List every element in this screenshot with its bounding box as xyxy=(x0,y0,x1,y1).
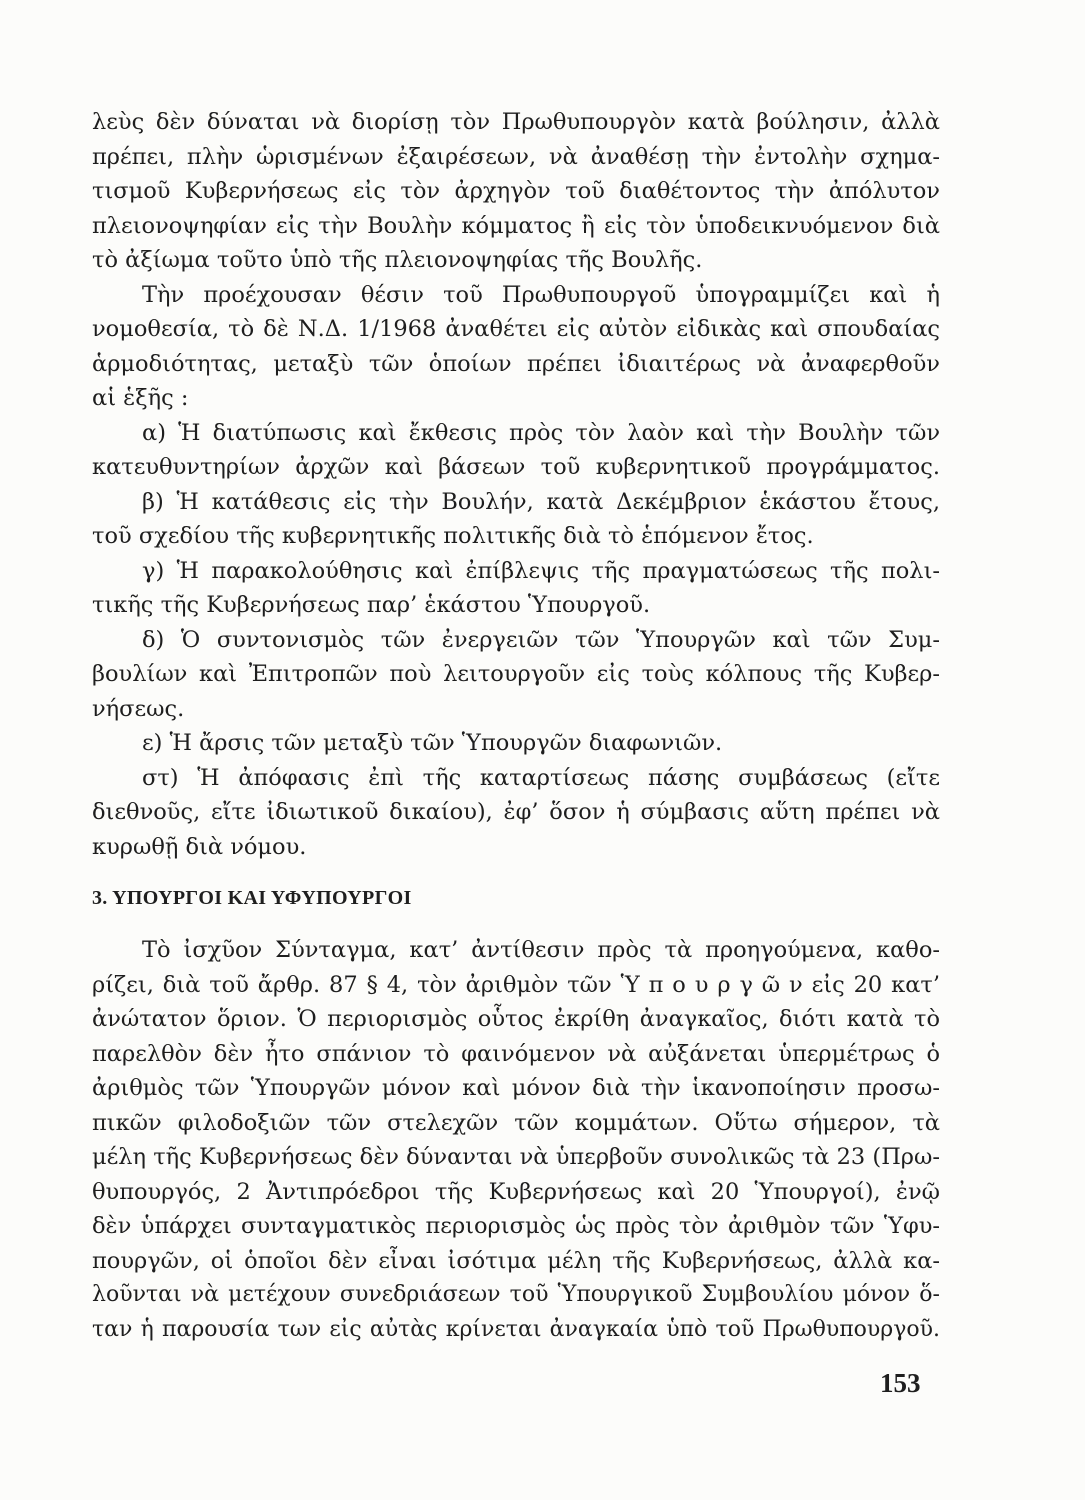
text-line: παρελθὸν δὲν ἦτο σπάνιον τὸ φαινόμενον νὰ αὐξάνεται ὑπερμέτρως ὁ xyxy=(92,1040,940,1067)
text-line: πλειονοψηφίαν εἰς τὴν Βουλὴν κόμματος ἢ εἰς τὸν ὑποδεικνυόμενον διὰ xyxy=(92,212,940,239)
body-text-section-2 xyxy=(92,933,940,1347)
text-line: βουλίων καὶ Ἐπιτροπῶν ποὺ λειτουργοῦν εἰς τοὺς κόλπους τῆς Κυβερ- xyxy=(92,661,940,687)
text-line: κατευθυντηρίων ἀρχῶν καὶ βάσεων τοῦ κυβερνητικοῦ προγράμματος. xyxy=(92,454,940,480)
text-line: ἀριθμὸς τῶν Ὑπουργῶν μόνον καὶ μόνον διὰ τὴν ἱκανοποίησιν προσω- xyxy=(92,1075,940,1101)
text-line: θυπουργός, 2 Ἀντιπρόεδροι τῆς Κυβερνήσεως καὶ 20 Ὑπουργοί), ἐνῷ xyxy=(92,1178,940,1205)
list-item-alpha: α) Ἡ διατύπωσις καὶ ἔκθεσις πρὸς τὸν λαὸν καὶ τὴν Βουλὴν τῶν xyxy=(142,419,940,446)
text-line: λοῦνται νὰ μετέχουν συνεδριάσεων τοῦ Ὑπουργικοῦ Συμβουλίου μόνον ὅ- xyxy=(92,1282,940,1307)
text-line: Τὸ ἰσχῦον Σύνταγμα, κατ’ ἀντίθεσιν πρὸς τὰ προηγούμενα, καθο- xyxy=(142,937,940,963)
text-line: πουργῶν, οἱ ὁποῖοι δὲν εἶναι ἰσότιμα μέλη τῆς Κυβερνήσεως, ἀλλὰ κα- xyxy=(92,1247,940,1274)
text-line: πικῶν φιλοδοξιῶν τῶν στελεχῶν τῶν κομμάτων. Οὕτω σήμερον, τὰ xyxy=(92,1109,940,1136)
text-line: πρέπει, πλὴν ὡρισμένων ἐξαιρέσεων, νὰ ἀναθέσῃ τὴν ἐντολὴν σχημα- xyxy=(92,143,940,170)
text-line: αἱ ἑξῆς : xyxy=(92,385,189,411)
text-line: διεθνοῦς, εἴτε ἰδιωτικοῦ δικαίου), ἐφ’ ὅσον ἡ σύμβασις αὕτη πρέπει νὰ xyxy=(92,799,940,825)
body-text-section-1 xyxy=(92,105,940,864)
text-line: νήσεως. xyxy=(92,695,185,722)
page-number: 153 xyxy=(880,1368,921,1398)
text-line: τικῆς τῆς Κυβερνήσεως παρ’ ἑκάστου Ὑπουργοῦ. xyxy=(92,592,651,618)
text-line: τοῦ σχεδίου τῆς κυβερνητικῆς πολιτικῆς διὰ τὸ ἑπόμενον ἔτος. xyxy=(92,523,814,549)
text-line: δὲν ὑπάρχει συνταγματικὸς περιορισμὸς ὡς πρὸς τὸν ἀριθμὸν τῶν Ὑφυ- xyxy=(92,1213,940,1239)
text-line: τὸ ἀξίωμα τοῦτο ὑπὸ τῆς πλειονοψηφίας τῆς Βουλῆς. xyxy=(92,247,703,273)
list-item-beta: β) Ἡ κατάθεσις εἰς τὴν Βουλήν, κατὰ Δεκέμβριον ἑκάστου ἔτους, xyxy=(142,488,940,515)
text-line: ἁρμοδιότητας, μεταξὺ τῶν ὁποίων πρέπει ἰδιαιτέρως νὰ ἀναφερθοῦν xyxy=(92,350,940,377)
text-line: Τὴν προέχουσαν θέσιν τοῦ Πρωθυπουργοῦ ὑπογραμμίζει καὶ ἡ xyxy=(142,281,940,308)
text-line: κυρωθῇ διὰ νόμου. xyxy=(92,833,307,860)
text-line: νομοθεσία, τὸ δὲ Ν.Δ. 1/1968 ἀναθέτει εἰς αὐτὸν εἰδικὰς καὶ σπουδαίας xyxy=(92,316,940,342)
text-line: λεὺς δὲν δύναται νὰ διορίσῃ τὸν Πρωθυπουργὸν κατὰ βούλησιν, ἀλλὰ xyxy=(92,109,940,135)
text-line: μέλη τῆς Κυβερνήσεως δὲν δύνανται νὰ ὑπερβοῦν συνολικῶς τὰ 23 (Πρω- xyxy=(92,1144,940,1170)
list-item-epsilon: ε) Ἡ ἄρσις τῶν μεταξὺ τῶν Ὑπουργῶν διαφωνιῶν. xyxy=(142,730,723,756)
text-line: ἀνώτατον ὅριον. Ὁ περιορισμὸς οὗτος ἐκρίθη ἀναγκαῖος, διότι κατὰ τὸ xyxy=(92,1006,940,1032)
list-item-delta: δ) Ὁ συντονισμὸς τῶν ἐνεργειῶν τῶν Ὑπουργῶν καὶ τῶν Συμ- xyxy=(142,626,940,653)
text-line: τισμοῦ Κυβερνήσεως εἰς τὸν ἀρχηγὸν τοῦ διαθέτοντος τὴν ἀπόλυτον xyxy=(92,178,940,204)
text-line: ταν ἡ παρουσία των εἰς αὐτὰς κρίνεται ἀναγκαία ὑπὸ τοῦ Πρωθυπουργοῦ. xyxy=(92,1316,940,1342)
list-item-gamma: γ) Ἡ παρακολούθησις καὶ ἐπίβλεψις τῆς πραγματώσεως τῆς πολι- xyxy=(142,557,940,584)
list-item-stigma: στ) Ἡ ἀπόφασις ἐπὶ τῆς καταρτίσεως πάσης συμβάσεως (εἴτε xyxy=(142,764,940,791)
section-heading: 3. ΥΠΟΥΡΓΟΙ ΚΑΙ ΥΦΥΠΟΥΡΓΟΙ xyxy=(92,887,412,909)
text-line: ρίζει, διὰ τοῦ ἄρθρ. 87 § 4, τὸν ἀριθμὸν τῶν Ὑ π ο υ ρ γ ῶ ν εἰς 20 κατ’ xyxy=(92,971,940,998)
